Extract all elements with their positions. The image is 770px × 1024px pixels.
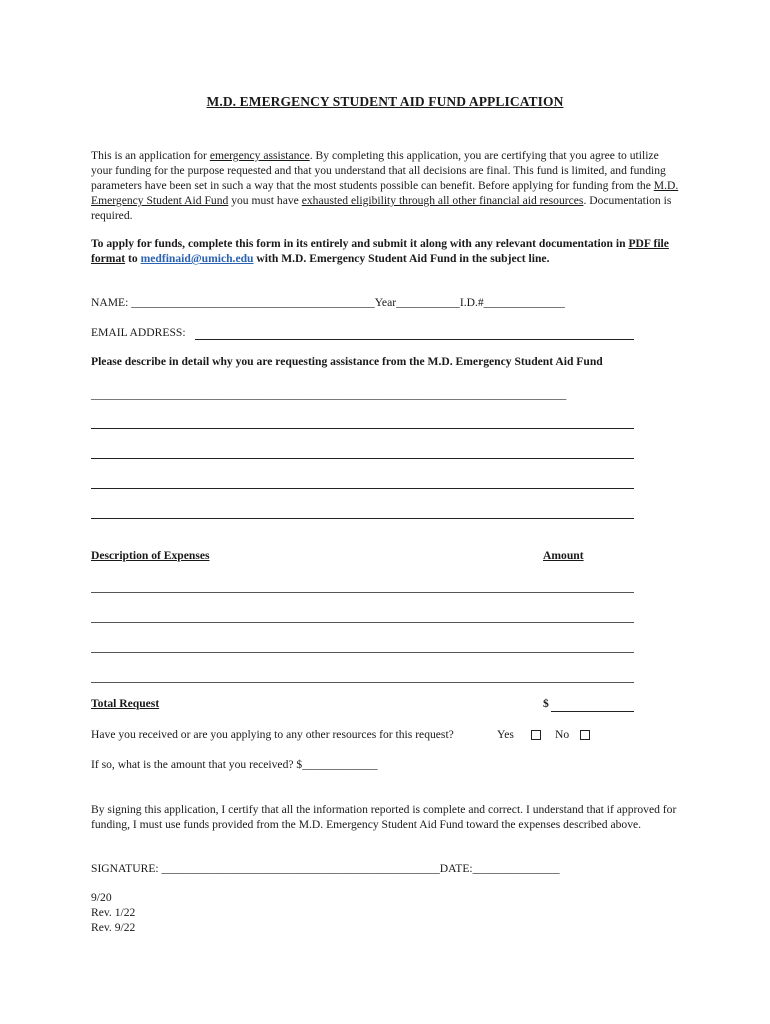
intro-exhausted-eligibility: exhausted eligibility through all other financial aid resources <box>301 194 584 207</box>
instructions-text-4: with M.D. Emergency Student Aid Fund in the subject line. <box>253 252 550 265</box>
intro-paragraph <box>91 148 681 223</box>
total-request-line[interactable] <box>551 711 634 712</box>
amount-received-field[interactable]: If so, what is the amount that you received? $_____________ <box>91 758 378 771</box>
revision-line-1: 9/20 <box>91 891 112 904</box>
amount-header: Amount <box>543 549 584 562</box>
intro-emergency-assistance: emergency assistance <box>209 149 310 162</box>
total-dollar-sign: $ <box>543 697 549 710</box>
describe-line-5[interactable] <box>91 518 634 519</box>
instructions-text-3: to <box>125 252 141 265</box>
expense-line-3[interactable] <box>91 652 634 653</box>
revision-line-2: Rev. 1/22 <box>91 906 136 919</box>
describe-line-2[interactable] <box>91 428 634 429</box>
intro-text-1: This is an application for <box>91 149 210 162</box>
expense-line-4[interactable] <box>91 682 634 683</box>
intro-fund-name: M.D. Emergency Student Aid Fund <box>91 179 679 207</box>
form-title: M.D. EMERGENCY STUDENT AID FUND APPLICATION <box>206 94 564 109</box>
email-address-label: EMAIL ADDRESS: <box>91 326 186 339</box>
describe-line-1[interactable]: __________________________________________________________________________________ <box>91 388 567 401</box>
describe-prompt: Please describe in detail why you are requesting assistance from the M.D. Emergency Student Aid Fund <box>91 355 603 368</box>
other-resources-question: Have you received or are you applying to any other resources for this request? <box>91 728 454 741</box>
instructions-paragraph <box>91 236 681 266</box>
total-request-label: Total Request <box>91 697 160 710</box>
expense-line-1[interactable] <box>91 592 634 593</box>
yes-label: Yes <box>497 728 514 741</box>
signature-date-field[interactable]: SIGNATURE: ________________________________________________DATE:_______________ <box>91 862 560 875</box>
no-checkbox[interactable] <box>580 730 590 740</box>
describe-line-3[interactable] <box>91 458 634 459</box>
yes-checkbox[interactable] <box>531 730 541 740</box>
intro-text-5: you must have <box>228 194 302 207</box>
intro-text-3: . By completing this application, you are certifying that you agree to utilize your funding for the purpose requested and that you understand that all decisions are final. This fund is limited, and funding parameters have been set in such a way that the most students possible can benefit. Before applying for funding from the <box>91 149 666 192</box>
revision-line-3: Rev. 9/22 <box>91 921 136 934</box>
describe-line-4[interactable] <box>91 488 634 489</box>
description-of-expenses-header: Description of Expenses <box>91 549 210 562</box>
intro-text-7: . Documentation is required. <box>91 194 672 222</box>
email-address-line[interactable] <box>195 339 634 340</box>
name-year-id-field[interactable]: NAME: __________________________________________Year___________I.D.#______________ <box>91 296 565 309</box>
email-link[interactable]: medfinaid@umich.edu <box>140 252 254 265</box>
no-label: No <box>555 728 570 741</box>
instructions-text-1: To apply for funds, complete this form in its entirely and submit it along with any relevant documentation in <box>91 237 629 250</box>
certification-paragraph: By signing this application, I certify that all the information reported is complete and correct. I understand that if approved for funding, I must use funds provided from the M.D. Emergency Student Aid Fund toward the expenses described above. <box>91 803 677 831</box>
instructions-pdf-format: PDF file format <box>91 237 669 265</box>
expense-line-2[interactable] <box>91 622 634 623</box>
